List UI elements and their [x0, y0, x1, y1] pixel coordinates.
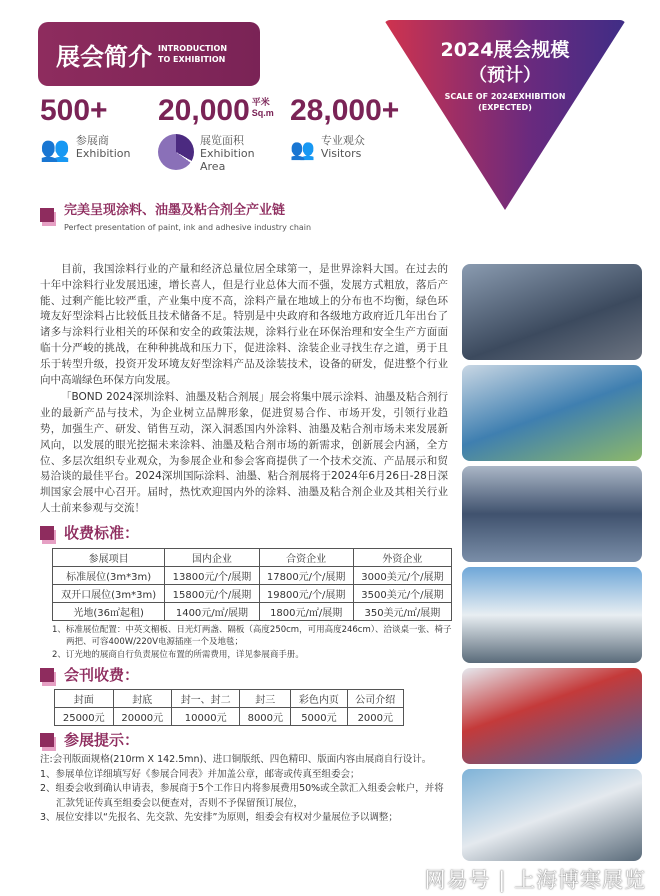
section-marker-icon: [40, 526, 54, 540]
chain-subtitle: Perfect presentation of paint, ink and adhesive industry chain: [64, 223, 312, 232]
intro-paragraph-1: 目前，我国涂料行业的产量和经济总量位居全球第一，是世界涂料大国。在过去的十年中涂料行业发展迅速，增长喜人，但是行业总体大而不强，发展方式粗放，落后产能、过剩产能比较严重，产业集中度不高，涂料产量在地域上的分布也不均衡，绿色环境友好型涂料占比较低且技术储备不足。特别是中央政府和各级地方政府近几年出台了诸多与涂料行业相关的环保和安全的政策法规，涂料行业在环保治理和安全生产方面面临十分严峻的挑战，在种种挑战和压力下，促进涂料、涂装企业寻找生存之道，勇于且乐于转型升级，投资开发环境友好型涂料产品及涂装技术，设备的研发，促进整个行业向中高端绿色环保方向发展。: [40, 263, 448, 386]
journal-section-header: [40, 665, 452, 685]
header-cell: 封底: [113, 690, 172, 708]
fees-note-2: 2、订光地的展商自行负责展位布置的所需费用，详见参展商手册。: [52, 649, 304, 660]
header-cell: 合资企业: [259, 548, 353, 566]
cell: 1400元/㎡/展期: [165, 602, 259, 620]
cell: 13800元/个/展期: [165, 566, 259, 584]
exhibitors-value: [40, 94, 158, 132]
stat-area: [158, 94, 290, 173]
fees-note-1: 1、标准展位配置：中英文楣板、日光灯两盏、隔板（高度250cm，可用高度246cm）、洽谈桌一张、椅子两把、可容400W/220V电源插座一个及地毯；: [52, 624, 452, 648]
tips-section-header: [40, 730, 452, 750]
intro-title: 展会简介: [56, 42, 152, 71]
fees-section-header: [40, 523, 452, 543]
tip-line: 2、组委会收到确认申请表，参展商于5个工作日内将参展费用50%或全款汇入组委会帐户，并将汇款凭证传真至组委会以便查对，否则不予保留预订展位，: [40, 783, 444, 809]
exhibition-photo-stand: [462, 668, 642, 764]
main-column: [40, 262, 452, 826]
tip-line: 注:会刊版面规格(210rm X 142.5mn)、进口铜版纸、四色精印、版面内容由展商自行设计。: [40, 754, 432, 766]
area-unit-cn: 平米: [251, 97, 270, 107]
area-label-cn: 展览面积: [200, 134, 244, 147]
scale-en-2: (EXPECTED): [478, 103, 532, 112]
visitors-number: 28,000+: [290, 94, 400, 127]
cell: 标准展位(3m*3m): [53, 566, 165, 584]
header-cell: 外资企业: [353, 548, 451, 566]
scale-subtitle: （预计）: [469, 65, 541, 86]
tip-line: 1、参展单位详细填写好《参展合同表》并加盖公章，邮寄或传真至组委会；: [40, 768, 360, 780]
area-row: [158, 134, 290, 173]
area-value: [158, 94, 290, 132]
stats-row: [40, 94, 400, 173]
exhibition-photo-visitors: [462, 769, 642, 861]
cell: 8000元: [240, 708, 291, 726]
exhibition-photo-booth: [462, 365, 642, 461]
cell: 17800元/个/展期: [259, 566, 353, 584]
visitors-label: [321, 134, 365, 160]
journal-table: [54, 689, 404, 726]
header-cell: 封一、封二: [172, 690, 240, 708]
section-marker-icon: [40, 208, 54, 222]
cell: 20000元: [113, 708, 172, 726]
area-unit-en: Sq.m: [251, 108, 274, 118]
stat-visitors: [290, 94, 400, 173]
intro-subtitle: [158, 43, 227, 65]
cell: 10000元: [172, 708, 240, 726]
intro-banner: [38, 22, 260, 86]
section-marker-icon: [40, 733, 54, 747]
cell: 光地(36㎡起租): [53, 602, 165, 620]
pie-chart-icon: [158, 134, 194, 170]
fees-title: 收费标准：: [64, 523, 140, 542]
scale-en-1: SCALE OF 2024EXHIBITION: [444, 92, 566, 101]
exhibition-photo-ceremony: [462, 567, 642, 663]
exhibitors-label-en: Exhibition: [75, 147, 131, 160]
header-cell: 国内企业: [165, 548, 259, 566]
intro-en-1: INTRODUCTION: [158, 44, 228, 53]
header-cell: 封三: [240, 690, 291, 708]
intro-paragraph-2: 「BOND 2024深圳涂料、油墨及粘合剂展」展会将集中展示涂料、油墨及粘合剂行业的最新产品与技术，为企业树立品牌形象，促进贸易合作、市场开发，引领行业趋势，加强生产、研发、销售互动，深入洞悉国内外涂料、油墨及粘合剂市场未来发展新风向，以发展的眼光挖掘未来涂料、油墨及粘合剂市场的新需求，创新展会内涵，全方位、多层次组织专业观众，为参展企业和参会客商提供了一个技术交流、产品展示和贸易洽谈的最佳平台。2024深圳国际涂料、油墨、粘合剂展将于2024年6月26日-28日深圳国家会展中心召开。届时，热忱欢迎国内外的涂料、油墨及粘合剂企业及其相关行业人士前来参观与交流！: [40, 391, 448, 514]
watermark: 网易号 | 上海博寒展览: [424, 868, 646, 892]
section-marker-icon: [40, 668, 54, 682]
cell: 350美元/㎡/展期: [353, 602, 451, 620]
header-cell: 封面: [55, 690, 114, 708]
exhibition-photo-hall: [462, 466, 642, 562]
chain-title: 完美呈现涂料、油墨及粘合剂全产业链: [64, 203, 286, 218]
tips-title: 参展提示：: [64, 731, 140, 750]
table-row: [53, 602, 452, 620]
visitors-label-cn: 专业观众: [320, 134, 365, 147]
scale-title: 2024展会规模: [440, 39, 570, 61]
handshake-people-icon: 👥: [40, 135, 70, 163]
tip-line: 3、展位安排以“先报名、先交款、先安排”为原则，组委会有权对少量展位予以调整；: [40, 812, 398, 824]
tips-list: [40, 753, 452, 826]
table-row: [53, 584, 452, 602]
stat-exhibitors: [40, 94, 158, 173]
cell: 2000元: [347, 708, 403, 726]
cell: 5000元: [291, 708, 347, 726]
cell: 1800元/㎡/展期: [259, 602, 353, 620]
cell: 双开口展位(3m*3m): [53, 584, 165, 602]
exhibition-photo-crowd: [462, 264, 642, 360]
cell: 25000元: [55, 708, 114, 726]
cell: 19800元/个/展期: [259, 584, 353, 602]
exhibitors-number: 500+: [40, 94, 108, 127]
header-cell: 彩色内页: [291, 690, 347, 708]
exhibitors-row: [40, 134, 158, 164]
journal-title: 会刊收费：: [64, 666, 140, 685]
area-label-en: Exhibition Area: [200, 147, 255, 173]
visitors-row: [290, 134, 380, 164]
area-unit: [252, 97, 274, 119]
table-header-row: [53, 548, 452, 566]
cell: 15800元/个/展期: [165, 584, 259, 602]
table-header-row: [55, 690, 404, 708]
table-row: [55, 708, 404, 726]
fees-table: [52, 548, 452, 621]
area-label: [200, 134, 270, 173]
table-row: [53, 566, 452, 584]
crowd-icon: 👥: [290, 137, 315, 161]
header-cell: 公司介绍: [347, 690, 403, 708]
visitors-value: [290, 94, 400, 132]
cell: 3000美元/个/展期: [353, 566, 451, 584]
exhibitors-label-cn: 参展商: [75, 134, 109, 147]
header-cell: 参展项目: [53, 548, 165, 566]
exhibitors-label: [76, 134, 131, 160]
visitors-label-en: Visitors: [320, 147, 362, 160]
cell: 3500美元/个/展期: [353, 584, 451, 602]
intro-en-2: TO EXHIBITION: [158, 55, 226, 64]
area-number: 20,000: [158, 94, 250, 127]
